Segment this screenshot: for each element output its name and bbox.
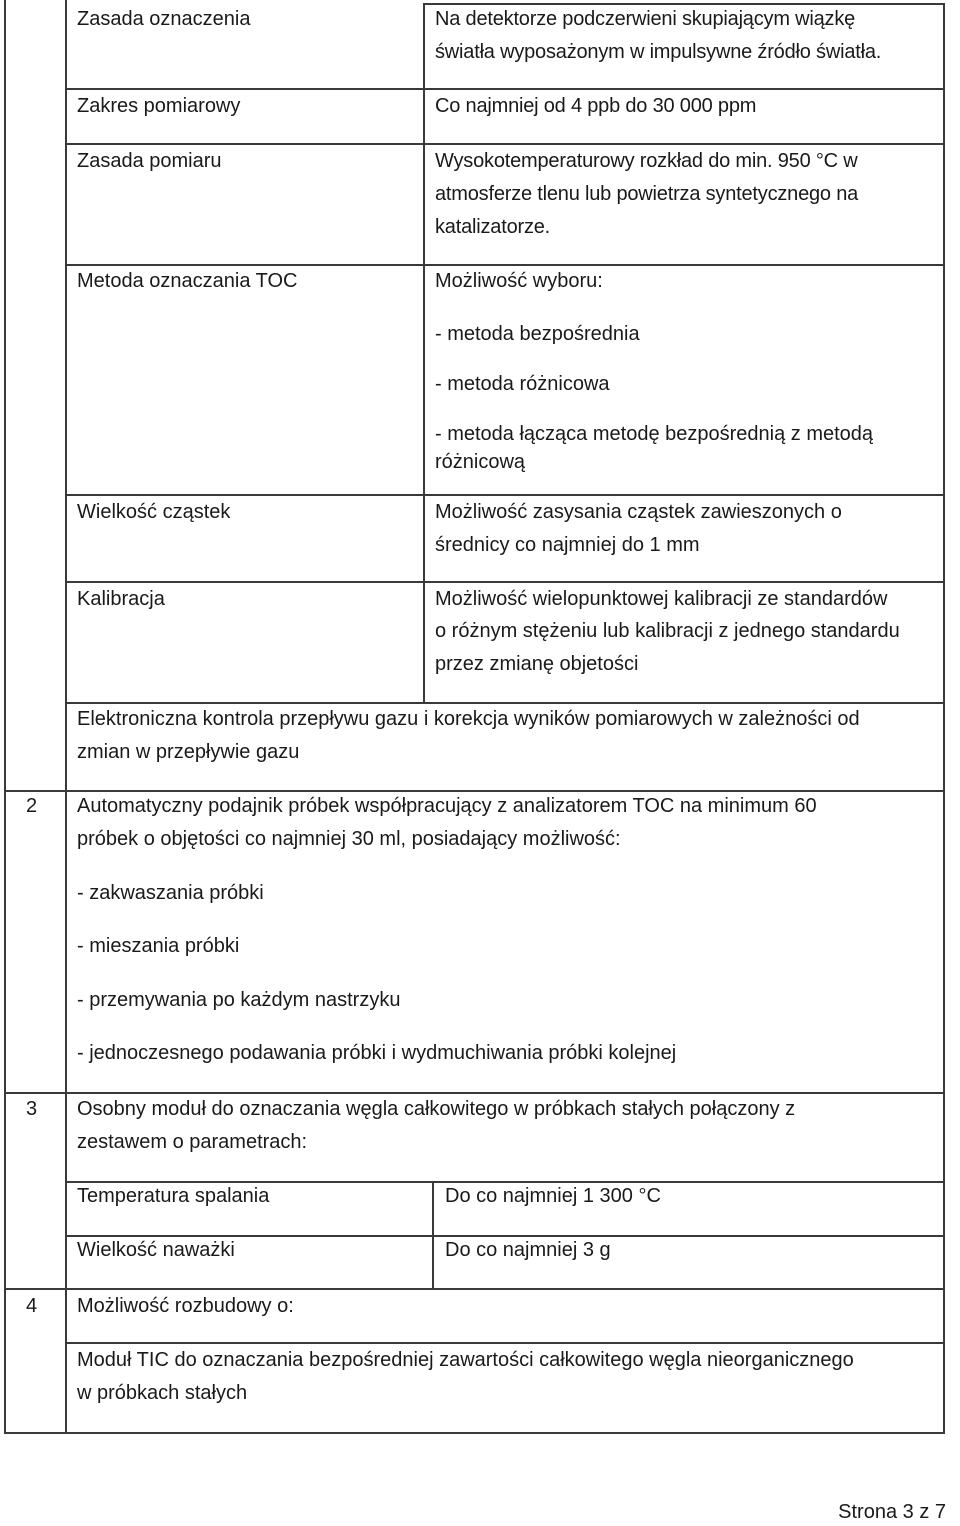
subtable-divider	[423, 3, 425, 703]
item-2-line-2: próbek o objętości co najmniej 30 ml, posiadający możliwość:	[77, 828, 621, 850]
value-zakres-pomiarowy: Co najmniej od 4 ppb do 30 000 ppm	[435, 95, 757, 117]
label-kalibracja: Kalibracja	[77, 588, 165, 610]
item-3-number: 3	[26, 1098, 38, 1120]
table-bottom-border	[4, 1432, 945, 1434]
value-zasada-oznaczenia-line-2: światła wyposażonym w impulsywne źródło światła.	[435, 41, 882, 63]
value-metoda-laczaca-line-1: - metoda łącząca metodę bezpośrednią z metodą	[435, 423, 874, 445]
value-kalibracja-line-3: przez zmianę objetości	[435, 653, 639, 675]
value-wielkosc-czastek-line-1: Możliwość zasysania cząstek zawieszonych o	[435, 501, 842, 523]
label-metoda-oznaczania-toc: Metoda oznaczania TOC	[77, 270, 298, 292]
item-4-detail-line-1: Moduł TIC do oznaczania bezpośredniej zawartości całkowitego węgla nieorganicznego	[77, 1349, 854, 1371]
param-value-temperatura: Do co najmniej 1 300 °C	[445, 1185, 661, 1207]
value-kalibracja-line-1: Możliwość wielopunktowej kalibracji ze standardów	[435, 588, 888, 610]
outer-right-border	[943, 3, 945, 1433]
electronic-control-line-1: Elektroniczna kontrola przepływu gazu i korekcja wyników pomiarowych w zależności od	[77, 708, 860, 730]
item-2-bullet-zakwaszania: - zakwaszania próbki	[77, 882, 264, 904]
value-zasada-pomiaru-line-2: atmosferze tlenu lub powietrza syntetycznego na	[435, 183, 859, 205]
param-label-nawazka: Wielkość naważki	[77, 1239, 235, 1261]
value-zasada-oznaczenia-line-1: Na detektorze podczerwieni skupiającym wiązkę	[435, 8, 856, 30]
value-kalibracja-line-2: o różnym stężeniu lub kalibracji z jednego standardu	[435, 620, 900, 642]
value-metoda-bezposrednia: - metoda bezpośrednia	[435, 323, 640, 345]
label-wielkosc-czastek: Wielkość cząstek	[77, 501, 231, 523]
label-zasada-oznaczenia: Zasada oznaczenia	[77, 8, 251, 30]
electronic-control-line-2: zmian w przepływie gazu	[77, 741, 300, 763]
param-value-nawazka: Do co najmniej 3 g	[445, 1239, 611, 1261]
label-zakres-pomiarowy: Zakres pomiarowy	[77, 95, 241, 117]
value-metoda-roznicowa: - metoda różnicowa	[435, 373, 610, 395]
item-3-line-2: zestawem o parametrach:	[77, 1131, 308, 1153]
item-4-title: Możliwość rozbudowy o:	[77, 1295, 294, 1317]
item-3-line-1: Osobny moduł do oznaczania węgla całkowitego w próbkach stałych połączony z	[77, 1098, 796, 1120]
param-label-temperatura: Temperatura spalania	[77, 1185, 270, 1207]
item-2-number: 2	[26, 795, 38, 817]
item-2-bullet-przemywania: - przemywania po każdym nastrzyku	[77, 989, 401, 1011]
value-wielkosc-czastek-line-2: średnicy co najmniej do 1 mm	[435, 534, 700, 556]
item-2-line-1: Automatyczny podajnik próbek współpracujący z analizatorem TOC na minimum 60	[77, 795, 817, 817]
value-metoda-laczaca-line-2: różnicową	[435, 451, 526, 473]
params-divider	[432, 1181, 434, 1289]
page-number: Strona 3 z 7	[838, 1501, 946, 1523]
item-4-detail-line-2: w próbkach stałych	[77, 1382, 248, 1404]
item-4-number: 4	[26, 1295, 38, 1317]
value-zasada-pomiaru-line-3: katalizatorze.	[435, 216, 551, 238]
label-zasada-pomiaru: Zasada pomiaru	[77, 150, 222, 172]
item-2-bullet-mieszania: - mieszania próbki	[77, 935, 240, 957]
value-zasada-pomiaru-line-1: Wysokotemperaturowy rozkład do min. 950 °C w	[435, 150, 858, 172]
item-2-bullet-jednoczesnego: - jednoczesnego podawania próbki i wydmuchiwania próbki kolejnej	[77, 1042, 677, 1064]
outer-left-border	[4, 0, 6, 1433]
number-column-border	[65, 0, 67, 1433]
value-mozliwosc-wyboru: Możliwość wyboru:	[435, 270, 603, 292]
